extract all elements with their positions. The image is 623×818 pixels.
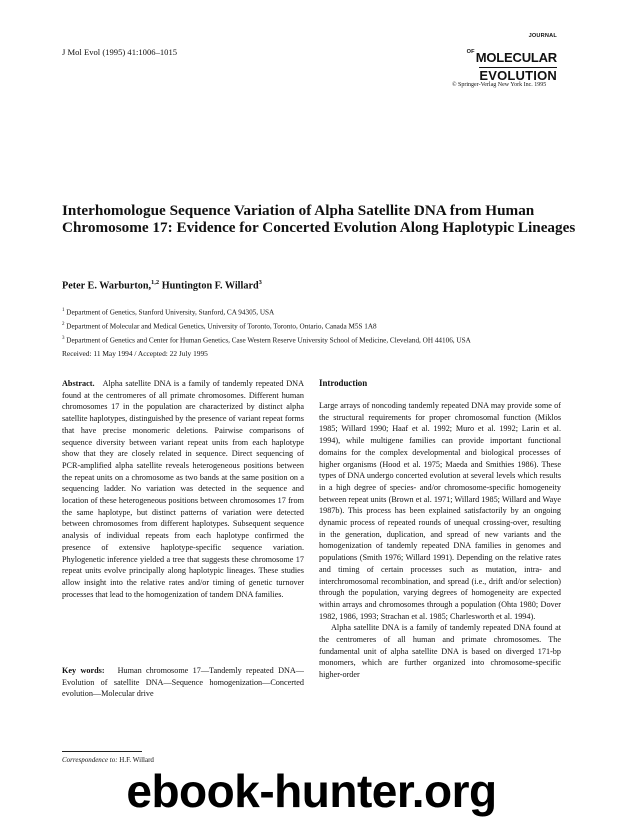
watermark: ebook-hunter.org xyxy=(126,765,497,817)
introduction-paragraph: Large arrays of noncoding tandemly repeated DNA may provide some of the structural requirements for proper chromosomal function (Miklos 1985; Willard 1990; Haaf et al. 1992; Muro et al. 1992; Larin et al. 1994), while multigene families can provide important functional domains for the complex developmental and biological processes of higher organisms (Hood et al. 1975; Maeda and Smithies 1986). These types of DNA undergo concerted evolution at several levels which results in a high degree of species- and/or chromosome-specific homogeneity between repeat units (Brown et al. 1971; Willard 1985; Willard and Waye 1987b). This process has been explained satisfactorily by an ongoing dynamic process of repeated rounds of unequal crossing-over, resulting in the generation, duplication, and spread of new variants and the homogenization of tandemly repeated DNA families in genomes and populations (Smith 1976; Willard 1991). Depending on the relative rates and timing of certain processes such as mutation, intra- and interchromosomal recombination, and spread (i.e., drift and/or selection) through the population, varying degrees of homogeneity are expected within arrays and chromosomes through a population (Ohta 1980; Dover 1982, 1986, 1993; Strachan et al. 1985; Charlesworth et al. 1994). xyxy=(319,401,561,621)
logo-evolution: EVOLUTION xyxy=(479,68,557,83)
logo-journal-of: JOURNAL OF xyxy=(466,33,557,55)
author-list xyxy=(62,279,262,291)
author-affiliation-mark: 3 xyxy=(258,279,262,286)
affiliation-text: Department of Genetics, Stanford University, Stanford, CA 94305, USA xyxy=(66,308,275,317)
affiliations xyxy=(62,305,582,348)
correspondence-note xyxy=(62,756,154,764)
journal-citation: J Mol Evol (1995) 41:1006–1015 xyxy=(62,47,178,57)
introduction-body xyxy=(319,400,561,681)
affiliation-text: Department of Molecular and Medical Genetics, University of Toronto, Toronto, Ontario, Canada M5S 1A8 xyxy=(66,322,377,331)
affiliation-item xyxy=(62,333,582,347)
copyright-notice: © Springer-Verlag New York Inc. 1995 xyxy=(452,82,547,88)
keywords-text: Human chromosome 17—Tandemly repeated DNA—Evolution of satellite DNA—Sequence homogenization—Concerted evolution—Molecular drive xyxy=(62,666,304,699)
introduction-paragraph: Alpha satellite DNA is a family of tandemly repeated DNA found at the centromeres of all human and primate chromosomes. The fundamental unit of alpha satellite DNA is based on diverged 171-bp monomers, which are further organized into chromosome-specific higher-order xyxy=(319,623,561,680)
affiliation-item xyxy=(62,305,582,319)
article-title: Interhomologue Sequence Variation of Alpha Satellite DNA from Human Chromosome 17: Evidence for Concerted Evolution Along Haplotypic Lineages xyxy=(62,202,576,236)
keywords xyxy=(62,665,304,700)
abstract-text: Alpha satellite DNA is a family of tandemly repeated DNA found at the centromeres of all primate chromosomes. Different human chromosomes 17 in the population are characterized by distinct alpha satellite haplotypes, distinguished by the presence of variant repeat forms that have precise monomeric deletions. Pairwise comparisons of sequence diversity between variant repeat units from each haplotype show that they are closely related in sequence. Direct sequencing of PCR-amplified alpha satellite reveals heterogeneous positions between the repeat units on a chromosome as two bands at the same position on a sequencing ladder. No variation was detected in the sequence and location of these heterogeneous positions between chromosomes 17 from the same haplotype, but distinct patterns of variation were detected between chromosomes from different haplotypes. Subsequent sequence analysis of individual repeats from each haplotype confirmed the presence of extensive haplotype-specific sequence variation. Phylogenetic inference yielded a tree that suggests these chromosome 17 repeat units evolve principally along haplotypic lineages. These studies allow insight into the relative rates and/or timing of genetic turnover processes that lead to the homogenization of tandem DNA families. xyxy=(62,379,304,599)
correspondence-name: H.F. Willard xyxy=(119,756,154,764)
abstract xyxy=(62,378,304,600)
received-accepted-dates: Received: 11 May 1994 / Accepted: 22 July 1995 xyxy=(62,349,208,358)
logo-molecular: MOLECULAR xyxy=(475,50,557,65)
correspondence-label: Correspondence to: xyxy=(62,756,118,764)
affiliation-mark: 3 xyxy=(62,336,65,342)
introduction-heading: Introduction xyxy=(319,378,368,388)
affiliation-item xyxy=(62,319,582,333)
author-name: Huntington F. Willard xyxy=(161,280,259,292)
keywords-label: Key words: xyxy=(62,666,105,675)
abstract-label: Abstract. xyxy=(62,379,95,388)
author-name: Peter E. Warburton, xyxy=(62,280,152,292)
affiliation-mark: 1 xyxy=(62,308,65,313)
affiliation-mark: 2 xyxy=(62,322,65,328)
journal-logo xyxy=(451,34,557,84)
footnote-divider xyxy=(62,751,142,752)
author-affiliation-mark: 1,2 xyxy=(151,279,160,286)
affiliation-text: Department of Genetics and Center for Human Genetics, Case Western Reserve University School of Medicine, Cleveland, OH 44106, USA xyxy=(66,336,471,345)
